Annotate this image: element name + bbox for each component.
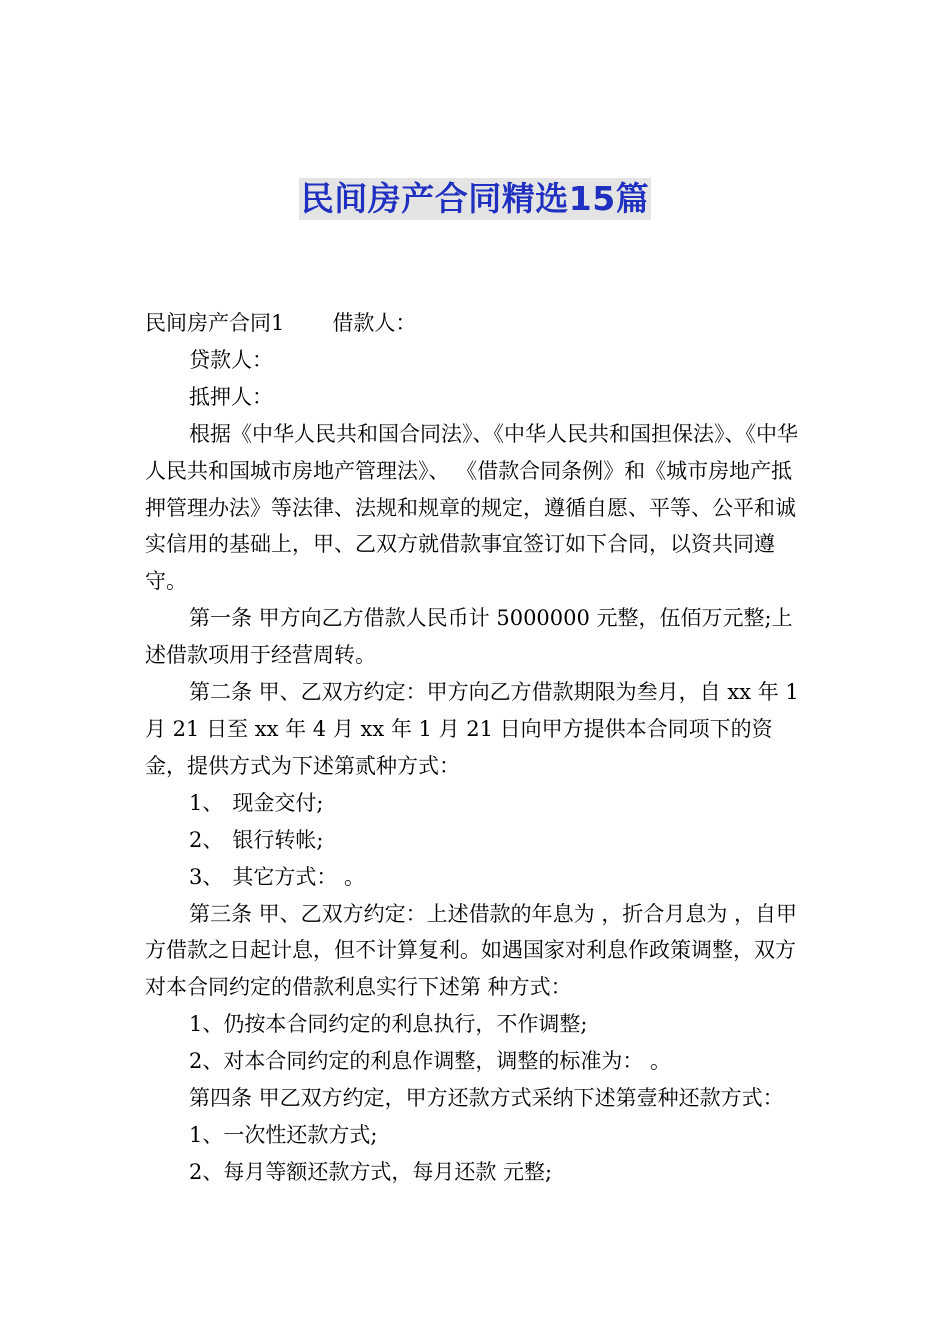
title-wrap [0,178,950,220]
article-4-item-2: 2、每月等额还款方式，每月还款 元整; [189,1159,553,1184]
article-2-item-2 [145,822,810,859]
list-number: 1、 [189,790,224,815]
article-4-item-1: 1、一次性还款方式; [189,1122,378,1147]
mortgagor-label: 抵押人： [189,384,273,409]
article-3-item-1: 1、仍按本合同约定的利息执行，不作调整; [189,1012,588,1037]
list-text: 其它方式： 。 [232,864,366,889]
lender-label: 贷款人： [189,347,273,372]
document-body [145,305,810,1191]
first-line [145,305,810,342]
article-2: 第二条 甲、乙双方约定：甲方向乙方借款期限为叁月，自 xx 年 1 月 21 日至 xx 年 4 月 xx 年 1 月 21 日向甲方提供本合同项下的资金，提供方式为下述第贰种方式： [145,680,799,778]
preamble-paragraph: 根据《中华人民共和国合同法》、《中华人民共和国担保法》、《中华人民共和国城市房地产管理法》、 《借款合同条例》和《城市房地产抵押管理办法》等法律、法规和规章的规定，遵循自愿、平等、公平和诚实信用的基础上，甲、乙双方就借款事宜签订如下合同，以资共同遵守。 [145,421,798,594]
article-2-item-3 [145,859,810,896]
article-1: 第一条 甲方向乙方借款人民币计 5000000 元整，伍佰万元整;上述借款项用于经营周转。 [145,606,793,668]
list-text: 现金交付; [232,790,324,815]
article-2-item-1 [145,785,810,822]
article-4: 第四条 甲乙双方约定，甲方还款方式采纳下述第壹种还款方式： [189,1086,784,1111]
article-3: 第三条 甲、乙双方约定：上述借款的年息为 ，折合月息为 ，自甲方借款之日起计息，但不计算复利。如遇国家对利息作政策调整，双方对本合同约定的借款利息实行下述第 种方式： [145,901,798,1000]
list-number: 3、 [189,864,224,889]
document-title: 民间房产合同精选15篇 [300,179,650,218]
list-number: 2、 [189,827,224,852]
list-text: 银行转帐; [232,827,324,852]
article-3-item-2: 2、对本合同约定的利息作调整，调整的标准为： 。 [189,1049,672,1074]
contract-heading-label: 民间房产合同1 [145,311,285,335]
borrower-label: 借款人： [332,311,417,335]
